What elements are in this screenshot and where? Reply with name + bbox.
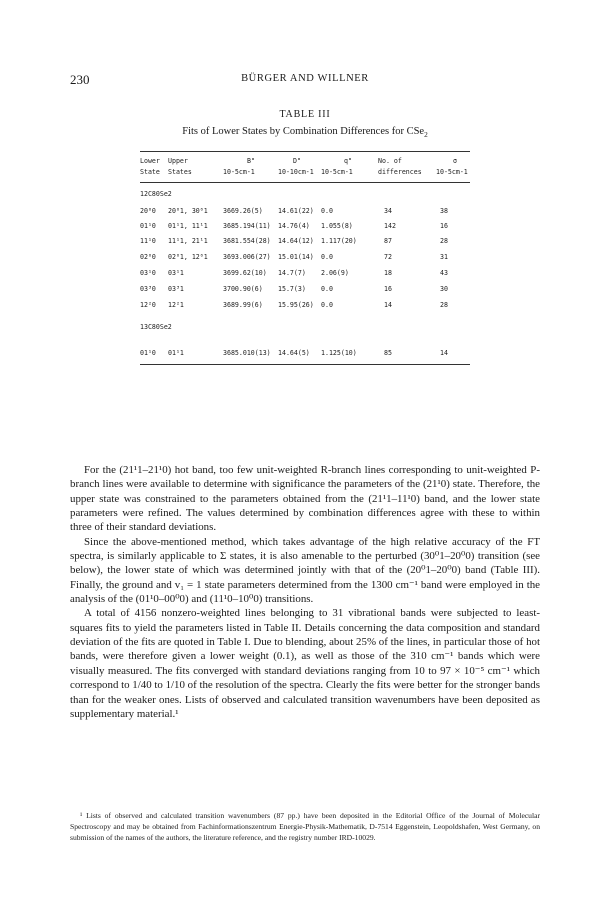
- table-row-7-upper: 12²1: [168, 301, 184, 309]
- table-row-1-sigma: 38: [440, 207, 448, 215]
- paragraph-3: A total of 4156 nonzero-weighted lines belonging to 31 vibrational bands were subjected to least-squares fits to yield the parameters listed in Table II. Details concerning the data composition and standard deviation of the fits are quoted in Table I. Due to blending, about 25% of the lines, in particular those of hot bands, were therefore given a lower weight (0.1), as well as those of the 310 cm⁻¹ bands which were visually measured. The fits converged with standard deviations ranging from 10 to 97 × 10⁻⁵ cm⁻¹ which correspond to 1/40 to 1/10 of the resolution of the spectra. Clearly the fits were better for the stronger bands than for the weaker ones. Lists of observed and calculated transition wavenumbers have been deposited as supplementary material.¹: [70, 607, 540, 720]
- table-row-8-q: 1.125(10): [321, 349, 357, 357]
- table-row-6-b: 3700.90(6): [223, 285, 263, 293]
- table-row-5-upper: 03¹1: [168, 269, 184, 277]
- header-upper-1: Upper: [168, 157, 188, 165]
- table-row-8-n: 85: [384, 349, 392, 357]
- table-row-2-d: 14.76(4): [278, 222, 310, 230]
- header-n-1: No. of: [378, 157, 402, 165]
- table-row-6-d: 15.7(3): [278, 285, 306, 293]
- footnote: [70, 810, 540, 843]
- table-row-3-q: 1.117(20): [321, 237, 357, 245]
- table-row-3-sigma: 28: [440, 237, 448, 245]
- table-row-4-d: 15.01(14): [278, 253, 314, 261]
- table-caption: [70, 126, 540, 140]
- table-row-6-lower: 03³0: [140, 285, 156, 293]
- table-row-8-b: 3685.010(13): [223, 349, 271, 357]
- table-row-7-b: 3689.99(6): [223, 301, 263, 309]
- header-q-2: 10-5cm-1: [321, 168, 353, 176]
- table-row-5-lower: 03¹0: [140, 269, 156, 277]
- footnote-text: ¹ Lists of observed and calculated transition wavenumbers (87 pp.) have been deposited in the Editorial Office of the Journal of Molecular Spectroscopy and may be obtained from Fachinformationszentrum Energie-Physik-Mathematik, D-7514 Eggenstein, Leopoldshafen, West Germany, on submission of the names of the authors, the literature reference, and the registry number IRD-10029.: [70, 811, 540, 842]
- table-row-3-lower: 11¹0: [140, 237, 156, 245]
- table-row-1-d: 14.61(22): [278, 207, 314, 215]
- table-bottom-rule: [140, 364, 470, 365]
- table-row-3-b: 3681.554(28): [223, 237, 271, 245]
- table-row-1-n: 34: [384, 207, 392, 215]
- table-row-1-upper: 20⁰1, 30⁰1: [168, 207, 208, 215]
- table-row-2-b: 3685.194(11): [223, 222, 271, 230]
- table-row-8-upper: 01¹1: [168, 349, 184, 357]
- header-lower-2: State: [140, 168, 160, 176]
- table-row-1-lower: 20⁰0: [140, 207, 156, 215]
- table-row-6-n: 16: [384, 285, 392, 293]
- table-caption-subscript: 2: [424, 130, 428, 140]
- table-row-5-d: 14.7(7): [278, 269, 306, 277]
- page-number: 230: [70, 72, 90, 87]
- table-row-1-q: 0.0: [321, 207, 333, 215]
- table-header-rule: [140, 182, 470, 183]
- table-row-4-b: 3693.006(27): [223, 253, 271, 261]
- page-header: [70, 72, 540, 88]
- header-lower-1: Lower: [140, 157, 160, 165]
- table-row-6-upper: 03³1: [168, 285, 184, 293]
- running-head: BÜRGER AND WILLNER: [241, 73, 369, 84]
- table-row-3-d: 14.64(12): [278, 237, 314, 245]
- table-row-3-n: 87: [384, 237, 392, 245]
- table-row-4-q: 0.0: [321, 253, 333, 261]
- table-row-5-q: 2.06(9): [321, 269, 349, 277]
- table-row-2-sigma: 16: [440, 222, 448, 230]
- paragraph-2: Since the above-mentioned method, which takes advantage of the high relative accuracy of the FT spectra, is similarly applicable to Σ states, it is also amenable to the perturbed (30⁰1–20⁰0) transition (see below), the lower state of which was determined jointly with that of the (20⁰1–20⁰0) band (Table III). Finally, the ground and v₁ = 1 state parameters determined from the 1300 cm⁻¹ band were employed in the analysis of the (01¹0–00⁰0) and (11¹0–10⁰0) transitions.: [70, 535, 540, 606]
- table-row-7-lower: 12²0: [140, 301, 156, 309]
- table-row-2-upper: 01¹1, 11¹1: [168, 222, 208, 230]
- table-row-7-sigma: 28: [440, 301, 448, 309]
- table-row-7-q: 0.0: [321, 301, 333, 309]
- header-b-1: B": [247, 157, 255, 165]
- group-label-12c80se2: 12C80Se2: [140, 190, 172, 198]
- header-q-1: q": [344, 157, 352, 165]
- table-row-8-sigma: 14: [440, 349, 448, 357]
- table-row-3-upper: 11¹1, 21¹1: [168, 237, 208, 245]
- table-row-5-sigma: 43: [440, 269, 448, 277]
- table-row-7-d: 15.95(26): [278, 301, 314, 309]
- table-row-6-q: 0.0: [321, 285, 333, 293]
- group-label-13c80se2: 13C80Se2: [140, 323, 172, 331]
- table-title: TABLE III: [279, 109, 331, 120]
- header-b-2: 10-5cm-1: [223, 168, 255, 176]
- header-upper-2: States: [168, 168, 192, 176]
- table-row-4-n: 72: [384, 253, 392, 261]
- table-row-7-n: 14: [384, 301, 392, 309]
- table-row-2-n: 142: [384, 222, 396, 230]
- header-d-1: D": [293, 157, 301, 165]
- table-row-2-lower: 01¹0: [140, 222, 156, 230]
- paragraph-1: For the (21¹1–21¹0) hot band, too few unit-weighted R-branch lines corresponding to unit-weighted P-branch lines were available to determine with significance the parameters of the (21¹0) state. Therefore, the upper state was constrained to the parameters obtained from the (21¹1–11¹0) band, and the lower state parameters were refined. The values determined by combination differences agree with these to within three of their standard deviations.: [70, 464, 540, 534]
- table-row-6-sigma: 30: [440, 285, 448, 293]
- table-row-2-q: 1.055(8): [321, 222, 353, 230]
- table-row-5-b: 3699.62(10): [223, 269, 267, 277]
- table-row-1-b: 3669.26(5): [223, 207, 263, 215]
- table-caption-text: Fits of Lower States by Combination Differences for CSe: [182, 126, 425, 137]
- header-d-2: 10-10cm-1: [278, 168, 314, 176]
- table-row-5-n: 18: [384, 269, 392, 277]
- header-sigma-1: σ: [453, 157, 457, 165]
- table-row-4-sigma: 31: [440, 253, 448, 261]
- header-n-2: differences: [378, 168, 422, 176]
- body-text: [70, 463, 540, 721]
- table-row-4-upper: 02⁰1, 12⁰1: [168, 253, 208, 261]
- header-sigma-2: 10-5cm-1: [436, 168, 468, 176]
- table-row-4-lower: 02⁰0: [140, 253, 156, 261]
- table-row-8-d: 14.64(5): [278, 349, 310, 357]
- table-row-8-lower: 01¹0: [140, 349, 156, 357]
- table-top-rule: [140, 151, 470, 152]
